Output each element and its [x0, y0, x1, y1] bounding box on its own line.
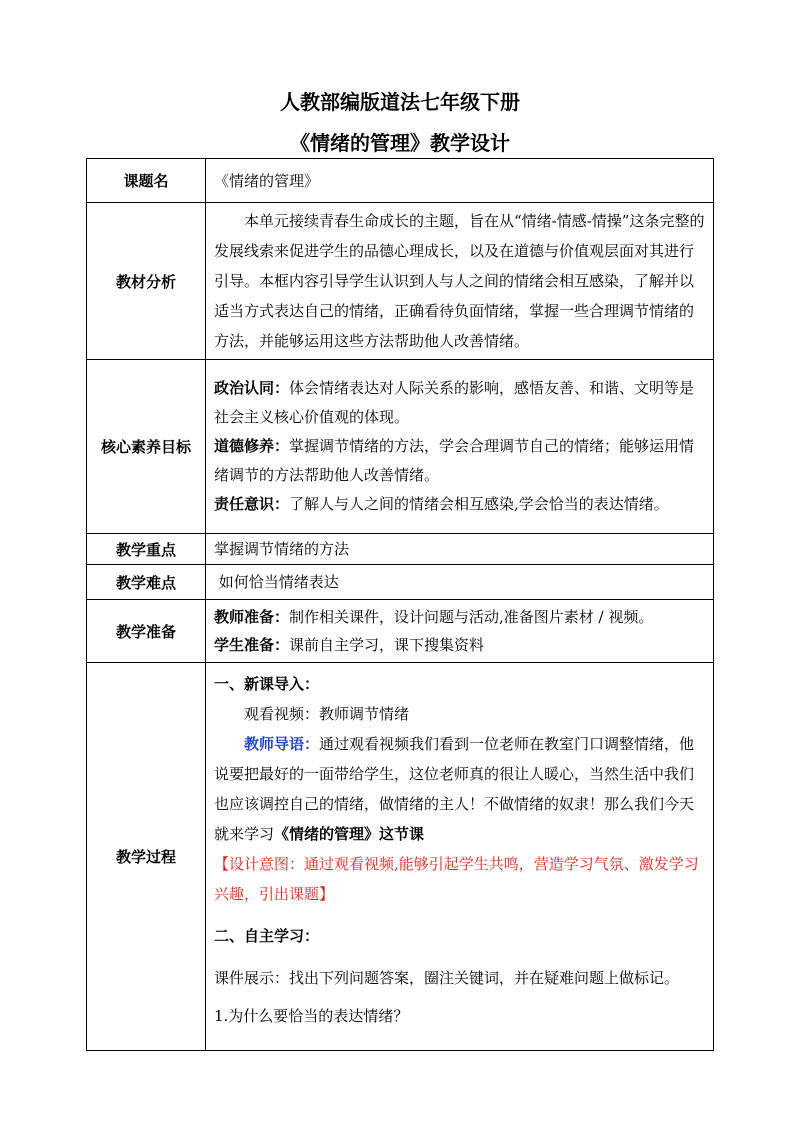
label-topic: 课题名 [87, 159, 206, 203]
table-row-prep [87, 600, 714, 663]
prep-teacher [214, 603, 707, 631]
table-row-difficulty [87, 565, 714, 600]
text-guide: 通过观看视频我们看到一位老师在教室门口调整情绪，他说要把最好的一面带给学生，这位老师真的很让人暖心，当然生活中我们也应该调控自己的情绪，做情绪的主人！不做情绪的奴隶！那么我们今天就来学习 [214, 735, 695, 843]
label-difficulty: 教学难点 [87, 565, 206, 600]
table-row-topic [87, 159, 714, 203]
text-guide-bold: 《情绪的管理》这节课 [274, 825, 425, 843]
term-guide: 教师导语： [244, 735, 320, 753]
design-intent: 【设计意图：通过观看视频,能够引起学生共鸣，营造学习气氛、激发学习兴趣，引出课题】 [214, 855, 699, 903]
table-row-process [87, 663, 714, 1051]
courseware-text: 课件展示：找出下列问题答案，圈注关键词，并在疑难问题上做标记。 [214, 969, 680, 987]
lesson-plan-table [86, 158, 714, 1051]
text-moral: 掌握调节情绪的方法，学会合理调节自己的情绪；能够运用情绪调节的方法帮助他人改善情绪。 [214, 437, 695, 484]
document-subtitle: 《情绪的管理》教学设计 [290, 131, 510, 155]
label-material: 教材分析 [87, 203, 206, 360]
prep-student [214, 631, 707, 659]
value-topic: 《情绪的管理》 [206, 159, 714, 203]
question-1: 1.为什么要恰当的表达情绪？ [214, 1007, 409, 1025]
section1-title: 一、新课导入： [214, 675, 320, 693]
text-student-prep: 课前自主学习，课下搜集资料 [289, 636, 485, 654]
table-row-core [87, 360, 714, 534]
core-item-moral [214, 432, 707, 490]
table-row-material [87, 203, 714, 360]
value-difficulty: 如何恰当情绪表达 [206, 565, 714, 600]
term-moral: 道德修养： [214, 437, 290, 455]
section2-title: 二、自主学习： [214, 927, 320, 945]
text-political: 体会情绪表达对人际关系的影响，感悟友善、和谐、文明等是社会主义核心价值观的体现。 [214, 379, 695, 426]
label-prep: 教学准备 [87, 600, 206, 663]
material-analysis-text: 本单元接续青春生命成长的主题，旨在从“情绪-情感-情操”这条完整的发展线索来促进学生的品德心理成长，以及在道德与价值观层面对其进行引导。本框内容引导学生认识到人与人之间的情绪会相互感染，了解并以适当方式表达自己的情绪，正确看待负面情绪，掌握一些合理调节情绪的方法，并能够运用这些方法帮助他人改善情绪。 [214, 212, 705, 350]
table-row-key-point [87, 534, 714, 565]
teacher-guide [214, 729, 707, 849]
value-key-point: 掌握调节情绪的方法 [206, 534, 714, 565]
term-student-prep: 学生准备： [214, 636, 290, 654]
watch-video: 观看视频：教师调节情绪 [244, 705, 410, 723]
core-item-political [214, 374, 707, 432]
term-teacher-prep: 教师准备： [214, 608, 290, 626]
document-title: 人教部编版道法七年级下册 [280, 90, 520, 114]
label-process: 教学过程 [87, 663, 206, 1051]
term-political: 政治认同： [214, 379, 290, 397]
label-key-point: 教学重点 [87, 534, 206, 565]
term-responsibility: 责任意识： [214, 495, 290, 513]
text-teacher-prep: 制作相关课件，设计问题与活动,准备图片素材 / 视频。 [289, 608, 654, 626]
label-core: 核心素养目标 [87, 360, 206, 534]
text-responsibility: 了解人与人之间的情绪会相互感染,学会恰当的表达情绪。 [289, 495, 669, 513]
core-item-responsibility [214, 490, 707, 519]
